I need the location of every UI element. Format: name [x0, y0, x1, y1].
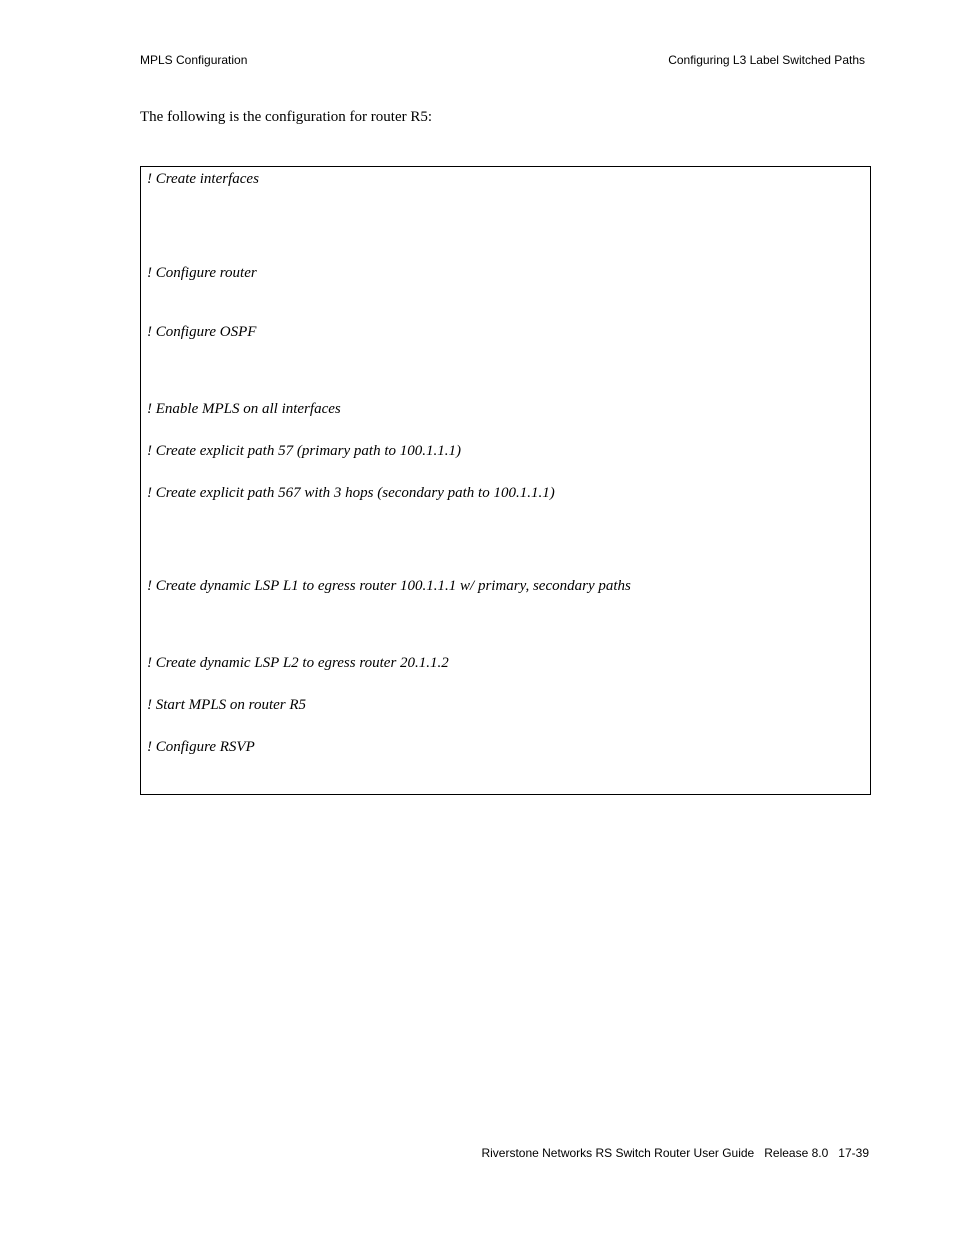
config-listing-box: [140, 166, 871, 795]
running-header-chapter: MPLS Configuration: [140, 53, 248, 67]
config-comment: ! Start MPLS on router R5: [147, 697, 307, 713]
running-header-section: Configuring L3 Label Switched Paths: [668, 53, 865, 67]
config-comment: ! Configure OSPF: [147, 324, 257, 340]
config-comment: ! Enable MPLS on all interfaces: [147, 401, 341, 417]
config-comment: ! Create dynamic LSP L1 to egress router 100.1.1.1 w/ primary, secondary paths: [147, 578, 631, 594]
config-comment: ! Create interfaces: [147, 171, 259, 187]
footer-guide-title: Riverstone Networks RS Switch Router User Guide: [481, 1146, 755, 1160]
page-footer: [481, 1145, 869, 1161]
intro-paragraph: The following is the configuration for router R5:: [140, 109, 433, 125]
config-comment: ! Configure RSVP: [147, 739, 255, 755]
footer-release: Release 8.0: [764, 1146, 829, 1160]
config-comment: ! Create explicit path 567 with 3 hops (secondary path to 100.1.1.1): [147, 485, 555, 501]
config-comment: ! Create dynamic LSP L2 to egress router 20.1.1.2: [147, 655, 449, 671]
footer-page-number: 17-39: [838, 1146, 869, 1160]
config-comment: ! Configure router: [147, 265, 257, 281]
config-comment: ! Create explicit path 57 (primary path to 100.1.1.1): [147, 443, 461, 459]
